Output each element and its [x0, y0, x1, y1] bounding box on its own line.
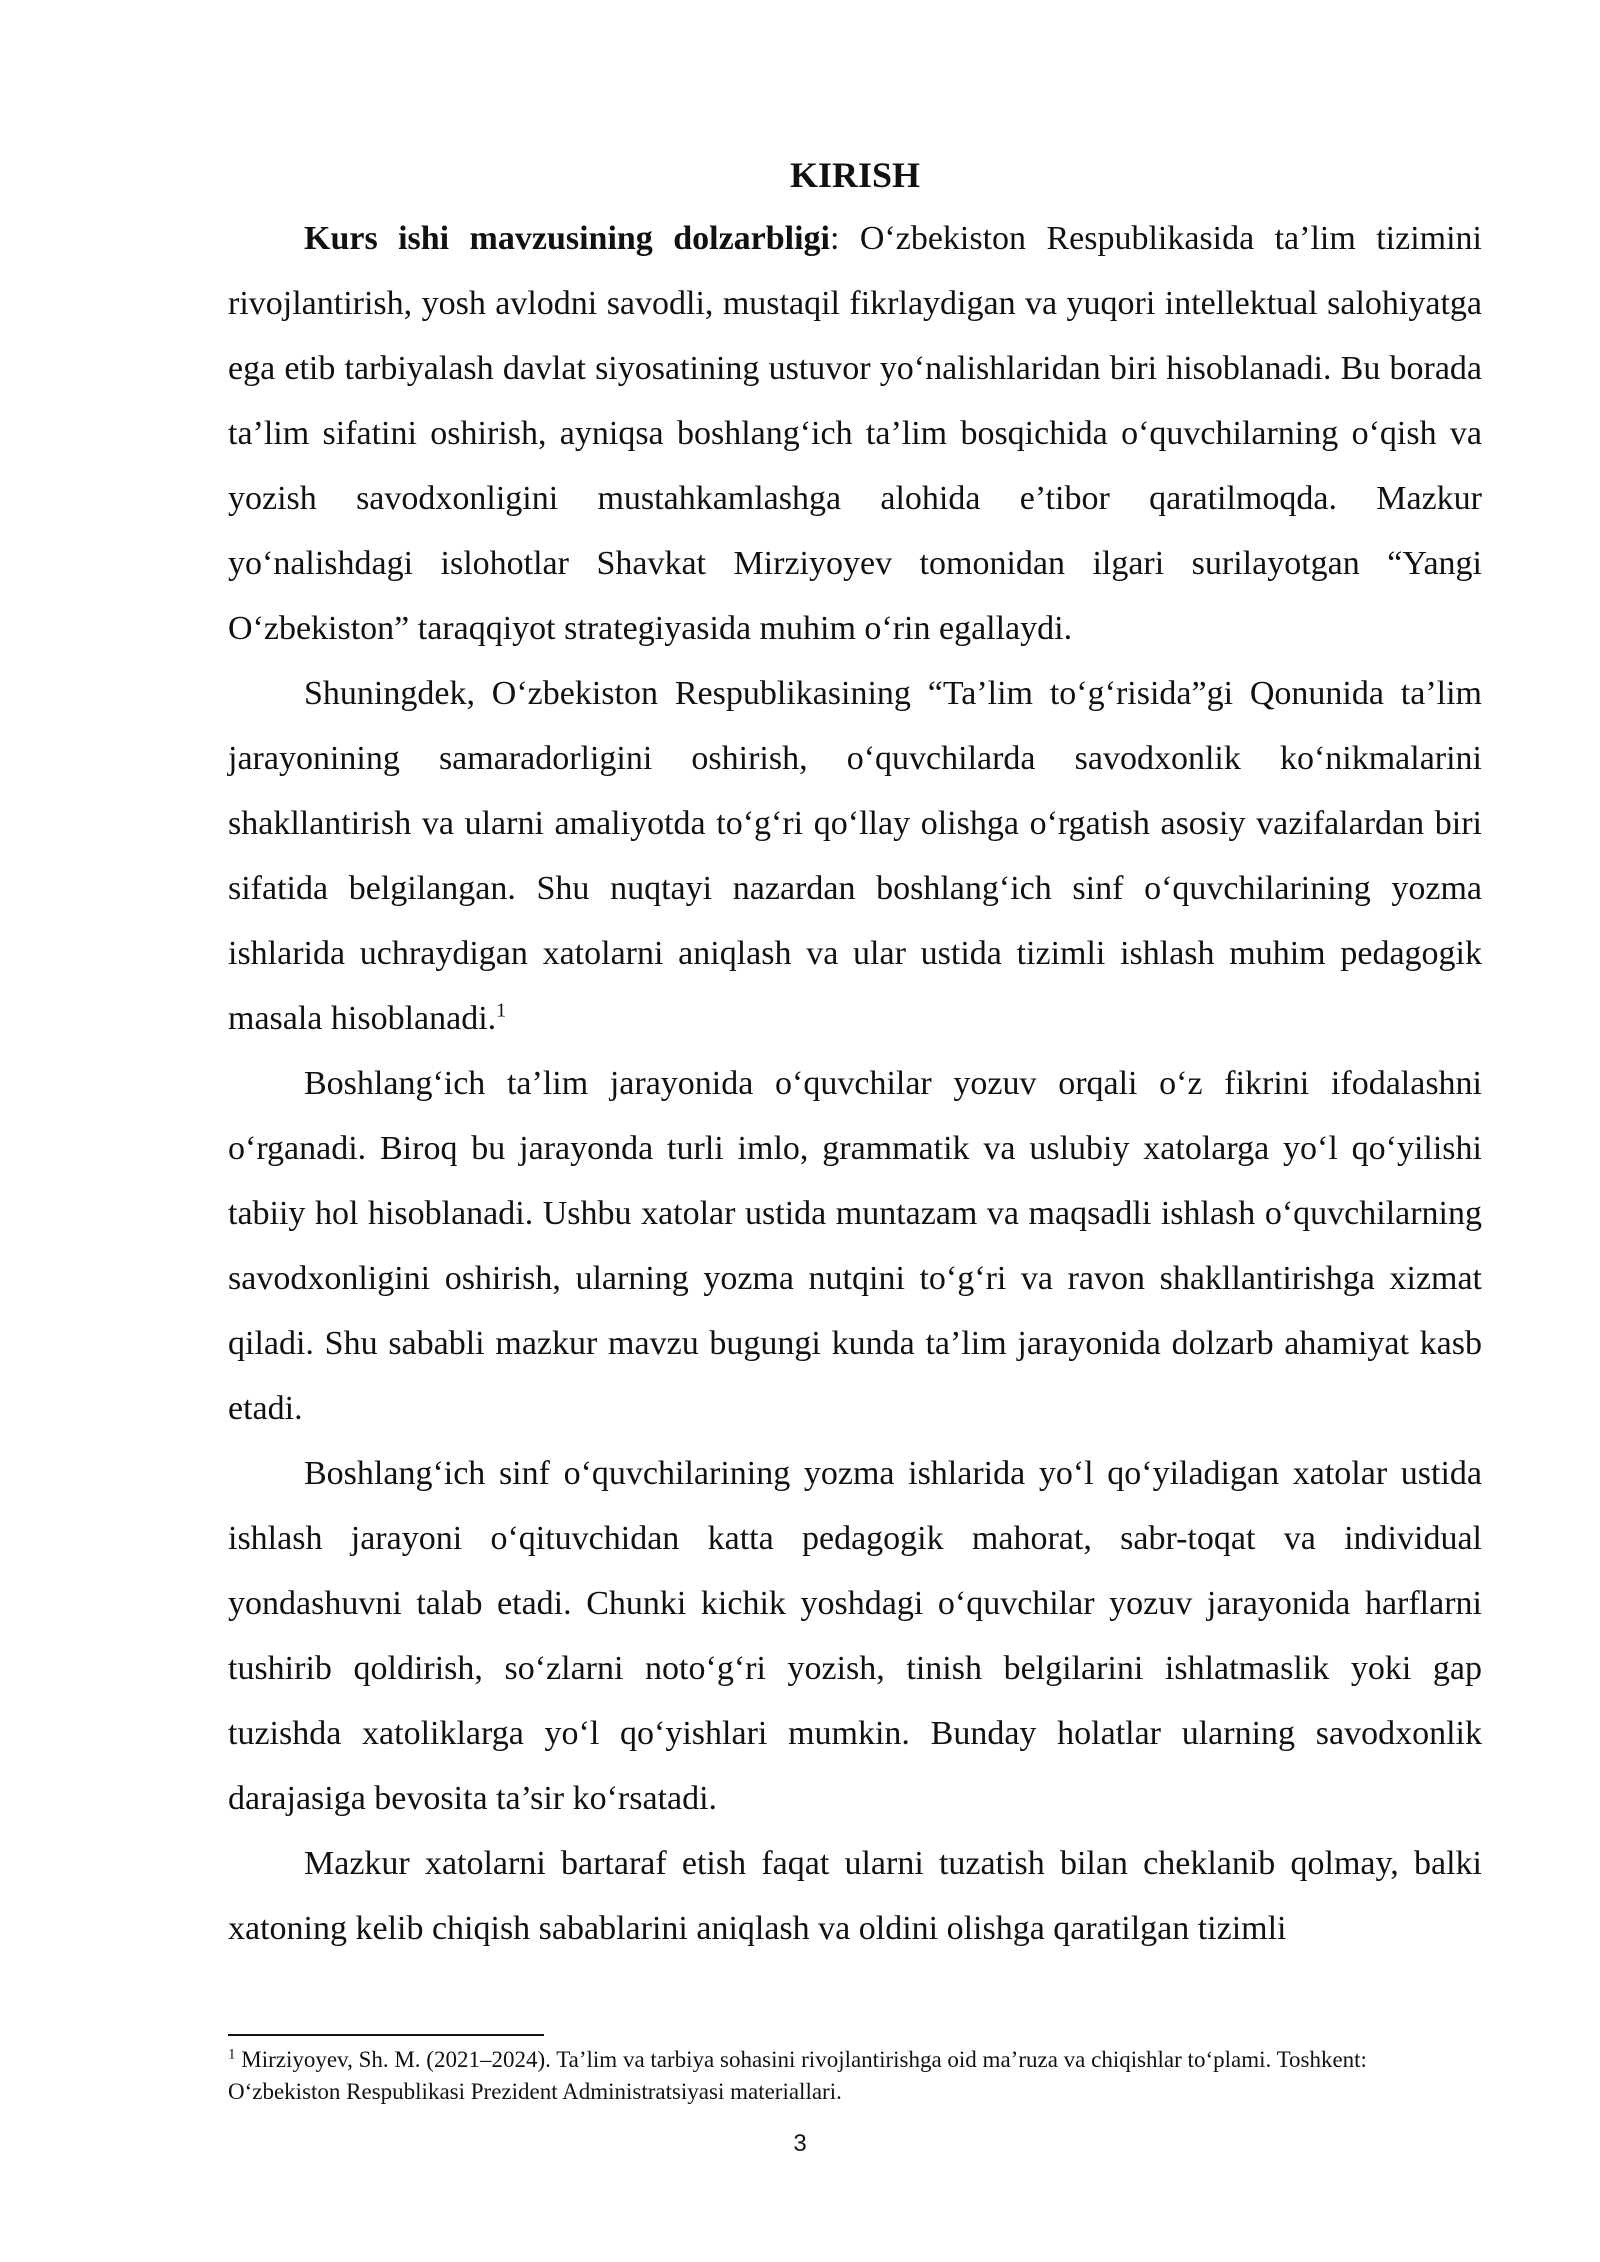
footnote-text: Mirziyoyev, Sh. M. (2021–2024). Ta’lim va tarbiya sohasini rivojlantirishga oid ma’ruza va chiqishlar to‘plami. Toshkent: O‘zbekiston Respublikasi Prezident Administratsiyasi materiallari. [228, 2047, 1367, 2104]
footnote-divider [228, 2034, 544, 2036]
document-page [228, 150, 1482, 1961]
section-heading: KIRISH [789, 155, 921, 195]
paragraph-relevance [228, 206, 1482, 661]
footnote [228, 2044, 1482, 2108]
paragraph-teacher-skill: Boshlang‘ich sinf o‘quvchilarining yozma ishlarida yo‘l qo‘yiladigan xatolar ustida ishlash jarayoni o‘qituvchidan katta pedagogik mahorat, sabr-toqat va individual yondashuvni talab etadi. Chunki kichik yoshdagi o‘quvchilar yozuv jarayonida harflarni tushirib qoldirish, so‘zlarni noto‘g‘ri yozish, tinish belgilarini ishlatmaslik yoki gap tuzishda xatoliklarga yo‘l qo‘yishlari mumkin. Bunday holatlar ularning savodxonlik darajasiga bevosita ta’sir ko‘rsatadi. [228, 1455, 1482, 1817]
paragraph-text: : O‘zbekiston Respublikasida ta’lim tizimini rivojlantirish, yosh avlodni savodli, mustaqil fikrlaydigan va yuqori intellektual salohiyatga ega etib tarbiyalash davlat siyosatining ustuvor yo‘nalishlaridan biri hisoblanadi. Bu borada ta’lim sifatini oshirish, ayniqsa boshlang‘ich ta’lim bosqichida o‘quvchilarning o‘qish va yozish savodxonligini mustahkamlashga alohida e’tibor qaratilmoqda. Mazkur yo‘nalishdagi islohotlar Shavkat Mirziyoyev tomonidan ilgari surilayotgan “Yangi O‘zbekiston” taraqqiyot strategiyasida muhim o‘rin egallaydi. [228, 220, 1482, 647]
paragraph-writing-process: Boshlang‘ich ta’lim jarayonida o‘quvchilar yozuv orqali o‘z fikrini ifodalashni o‘rganadi. Biroq bu jarayonda turli imlo, grammatik va uslubiy xatolarga yo‘l qo‘yilishi tabiiy hol hisoblanadi. Ushbu xatolar ustida muntazam va maqsadli ishlash o‘quvchilarning savodxonligini oshirish, ularning yozma nutqini to‘g‘ri va ravon shakllantirishga xizmat qiladi. Shu sababli mazkur mavzu bugungi kunda ta’lim jarayonida dolzarb ahamiyat kasb etadi. [228, 1065, 1482, 1427]
footnote-reference[interactable]: 1 [496, 999, 507, 1022]
footnote-mark: 1 [228, 2046, 236, 2063]
page-number: 3 [793, 2130, 807, 2157]
paragraph-error-correction: Mazkur xatolarni bartaraf etish faqat ularni tuzatish bilan cheklanib qolmay, balki xatoning kelib chiqish sabablarini aniqlash va oldini olishga qaratilgan tizimli [228, 1845, 1482, 1947]
paragraph-lead: Kurs ishi mavzusining dolzarbligi [304, 220, 830, 257]
paragraph-law [228, 661, 1482, 1051]
paragraph-text: Shuningdek, O‘zbekiston Respublikasining “Ta’lim to‘g‘risida”gi Qonunida ta’lim jarayonining samaradorligini oshirish, o‘quvchilarda savodxonlik ko‘nikmalarini shakllantirish va ularni amaliyotda to‘g‘ri qo‘llay olishga o‘rgatish asosiy vazifalardan biri sifatida belgilangan. Shu nuqtayi nazardan boshlang‘ich sinf o‘quvchilarining yozma ishlarida uchraydigan xatolarni aniqlash va ular ustida tizimli ishlash muhim pedagogik masala hisoblanadi. [228, 675, 1482, 1037]
